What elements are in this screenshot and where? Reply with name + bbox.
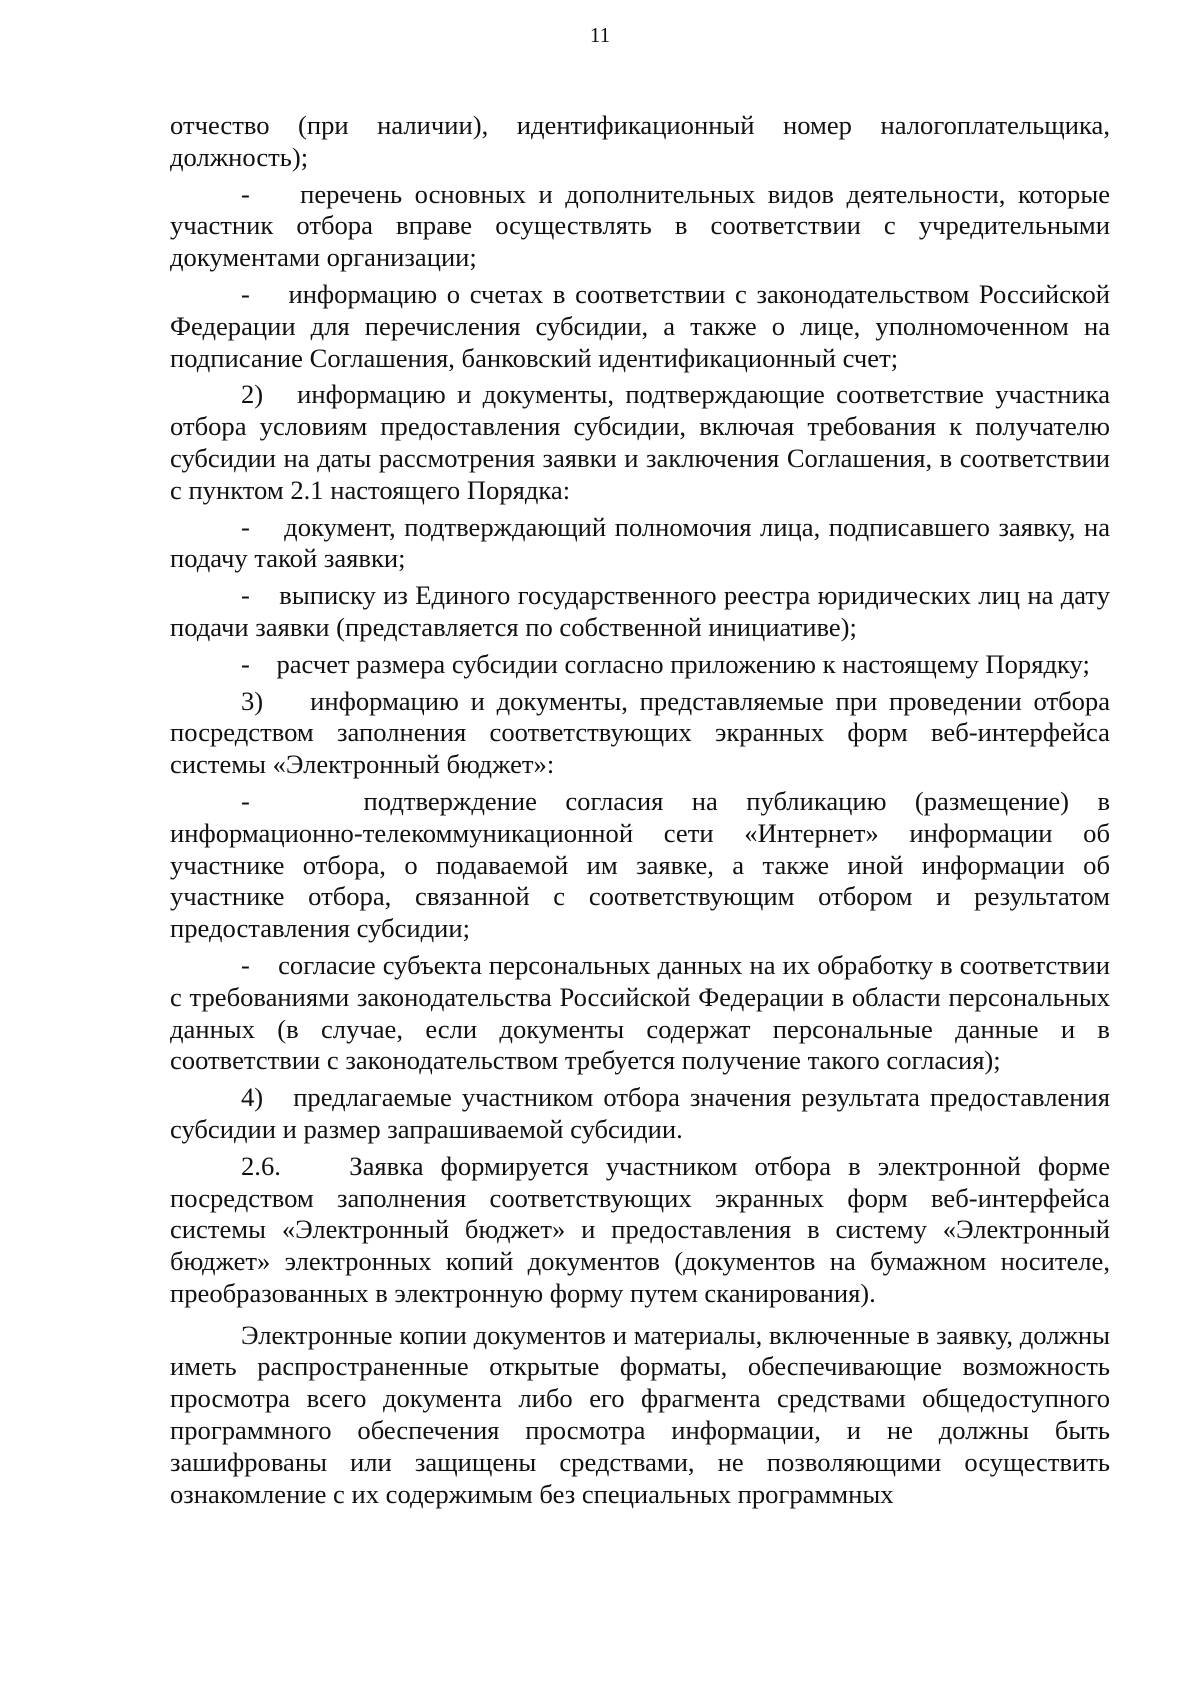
document-body: [170, 110, 1110, 1510]
list-item-accounts: - информацию о счетах в соответствии с законодательством Российской Федерации для перечисления субсидии, а также о лице, уполномоченном на подписание Соглашения, банковский идентификационный счет;: [170, 278, 1110, 373]
list-item-subsidy-calculation: - расчет размера субсидии согласно приложению к настоящему Порядку;: [241, 648, 1090, 679]
list-item-activities: - перечень основных и дополнительных видов деятельности, которые участник отбора вправе осуществлять в соответствии с учредительными документами организации;: [170, 178, 1110, 273]
clause-3-web-forms: 3) информацию и документы, представляемые при проведении отбора посредством заполнения соответствующих экранных форм веб-интерфейса системы «Электронный бюджет»:: [170, 685, 1110, 780]
list-item-publication-consent: - подтверждение согласия на публикацию (размещение) в информационно-телекоммуникационной сети «Интернет» информации об участнике отбора, о подаваемой им заявке, а также иной информации об участнике отбора, связанной с соответствующим отбором и результатом предоставления субсидии;: [170, 785, 1110, 944]
list-item-personal-data-consent: - согласие субъекта персональных данных на их обработку в соответствии с требованиями законодательства Российской Федерации в области персональных данных (в случае, если документы содержат персональные данные и в соответствии с законодательством требуется получение такого согласия);: [170, 949, 1110, 1076]
page-number: 11: [589, 23, 611, 47]
section-2-6-application: 2.6. Заявка формируется участником отбора в электронной форме посредством заполнения соответствующих экранных форм веб-интерфейса системы «Электронный бюджет» и предоставления в систему «Электронный бюджет» электронных копий документов (документов на бумажном носителе, преобразованных в электронную форму путем сканирования).: [170, 1150, 1110, 1308]
paragraph-electronic-copies: Электронные копии документов и материалы, включенные в заявку, должны иметь распространенные открытые форматы, обеспечивающие возможность просмотра всего документа либо его фрагмента средствами общедоступного программного обеспечения просмотра информации, и не должны быть зашифрованы или защищены средствами, не позволяющими осуществить ознакомление с их содержимым без специальных программных: [170, 1319, 1110, 1509]
clause-4-result-values: 4) предлагаемые участником отбора значения результата предоставления субсидии и размер запрашиваемой субсидии.: [170, 1082, 1110, 1144]
list-item-authority-document: - документ, подтверждающий полномочия лица, подписавшего заявку, на подачу такой заявки;: [170, 511, 1110, 574]
clause-2-documents: 2) информацию и документы, подтверждающие соответствие участника отбора условиям предоставления субсидии, включая требования к получателю субсидии на даты рассмотрения заявки и заключения Соглашения, в соответствии с пунктом 2.1 настоящего Порядка:: [170, 379, 1110, 505]
paragraph-continuation: отчество (при наличии), идентификационный номер налогоплательщика, должность);: [170, 110, 1110, 172]
list-item-registry-extract: - выписку из Единого государственного реестра юридических лиц на дату подачи заявки (представляется по собственной инициативе);: [170, 580, 1110, 642]
